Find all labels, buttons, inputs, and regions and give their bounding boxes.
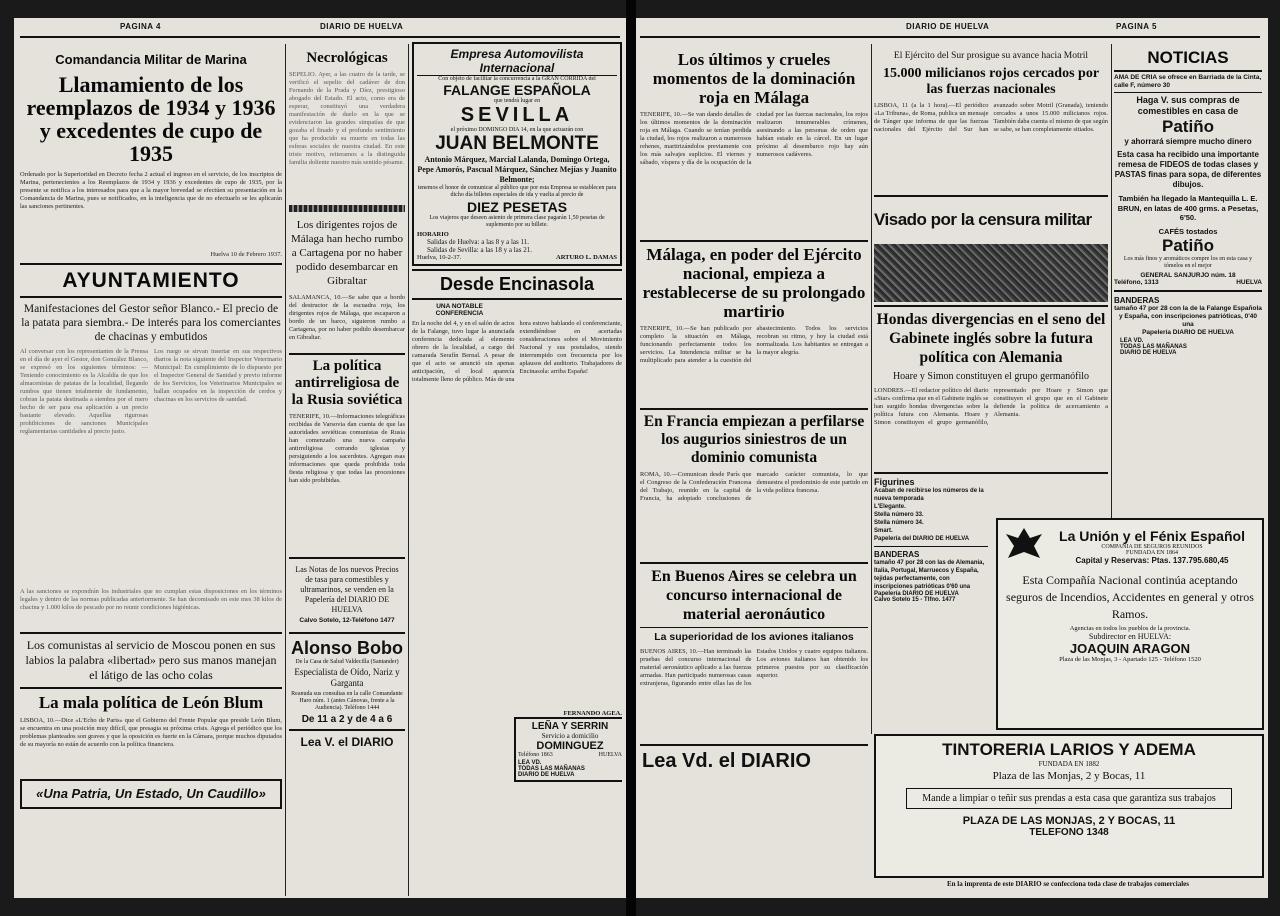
page-number: PAGINA 4 xyxy=(120,22,161,31)
malaga-poder-body: TENERIFE, 10.—Se han publicado por completo la situación en Málaga, funcionando perfectamente todos los servicios. La Intendencia militar se ha multiplicado para atender a la cuestión del abastecimiento. Todos los servicios recobran su ritmo, y hoy la ciudad está normalizada. Los habitantes se entregan a la mayor alegría. xyxy=(640,325,868,364)
divider xyxy=(412,269,622,271)
column-1-2 xyxy=(640,42,868,898)
tintoreria-ad xyxy=(874,734,1264,878)
alonso-spec: Especialista de Oído, Nariz y Garganta xyxy=(294,667,400,688)
union-fenix-agent: JOAQUIN ARAGON xyxy=(1069,641,1191,656)
divider xyxy=(640,408,868,410)
column-3-4 xyxy=(412,42,622,898)
column-2 xyxy=(289,42,405,898)
union-fenix-body: Esta Compañía Nacional continúa aceptando seguros de Incendios, Accidentes en general y otros Ramos. xyxy=(1006,573,1254,621)
divider xyxy=(640,240,868,242)
sur-body: LISBOA, 11 (a la 1 hora).—El periódico «La Tribuna», de Roma, publica un mensaje de Tánger que informa de que las fuerzas nacionales del Ejército del Sur han avanzado sobre Motril (Granada), teniendo cercados a unos 15.000 milicianos rojos. También daba cuenta el mismo de que según se sabe, se han completamente sitiados. xyxy=(874,102,1108,133)
lenia-item: DIARIO DE HUELVA xyxy=(518,772,575,778)
left-page xyxy=(14,18,626,898)
dirigentes-body: SALAMANCA, 10.—Se sabe que a bordo del destructor de la escuadra roja, los dirigentes rojos de Málaga, que escaparon a bordo de un barco, siguieron rumbo a Cartagena, por no haber podido desembarcar en Gibraltar. xyxy=(289,294,405,341)
banderas2-address: Calvo Sotelo 15 - Tlfno. 1477 xyxy=(874,597,956,603)
alonso-ad xyxy=(289,638,405,725)
tintoreria-name: TINTORERIA LARIOS Y ADEMA xyxy=(942,740,1196,759)
empresa-date: el próximo DOMINGO DIA 14, en la que actuarán con xyxy=(450,127,584,133)
noticias-cafes: CAFÉS tostados xyxy=(1158,226,1218,236)
union-fenix-capital: Capital y Reservas: Ptas. 137.795.680,45 xyxy=(1075,555,1229,565)
sur-kicker: El Ejército del Sur prosigue su avance hacia Motril xyxy=(893,51,1089,61)
divider xyxy=(1114,290,1262,292)
union-fenix-name: La Unión y el Fénix Español xyxy=(1059,527,1245,544)
column-rule xyxy=(408,44,409,896)
sur-headline: 15.000 milicianos rojos cercados por las fuerzas nacionales xyxy=(882,66,1100,97)
running-head xyxy=(640,22,1260,38)
necrologicas-body: SEPELIO. Ayer, a las cuatro de la tarde, se verificó el sepelio del cadáver de don Fernando de la Prada y Díez, prestigioso abogado del Estado. El acto, como era de esperar, constituyó una verdadera manifestación de duelo en la que se evidenciaron las grandes simpatías de que gozaba el finado y el profundo sentimiento que ha producido su muerte en todas las esferas sociales de nuestra ciudad. En este triste motivo, reiteramos a la distinguida familia doliente nuestro más sentido pésame. xyxy=(289,71,405,166)
empresa-note: Los viajeros que deseen asiento de primera clase pagarán 1,50 pesetas de suplemento por su billete. xyxy=(429,215,605,228)
ayuntamiento-body-2: Los ruego se sirvan insertar en sus respectivos diarios la nota siguiente del Inspector Veterinario Municipal: En cumplimiento de lo dispuesto por el Inspector General de Sanidad y previo informe de los Servicios, los Veterinarios Municipales se hallan ocupados en la inspección de cerdos y chacinas en los servicios de sanidad. xyxy=(154,348,282,403)
empresa-horario-label: HORARIO xyxy=(417,231,449,238)
empresa-price: DIEZ PESETAS xyxy=(466,199,568,215)
phoenix-emblem-icon xyxy=(1002,524,1046,568)
lenia-title: LEÑA Y SERRIN xyxy=(531,721,609,732)
tintoreria-slogan: Mande a limpiar o teñir sus prendas a esta casa que garantiza sus trabajos xyxy=(906,788,1232,809)
religiosa-body: TENERIFE, 10.—Informaciones telegráficas recibidas de Varsovia dan cuenta de que las autoridades soviéticas comunistas de Rusia han comenzado una nueva campaña antirreligiosa cerrando iglesias y persiguiendo a los sacerdotes. Agregan esas informaciones que queda prohibida toda fiesta religiosa y que todas las procesiones han sido prohibidas. xyxy=(289,413,405,484)
banderas1-item: DIARIO DE HUELVA xyxy=(1120,349,1177,356)
right-page xyxy=(636,18,1268,898)
page-number: PAGINA 5 xyxy=(1116,22,1157,31)
tintoreria-founded: FUNDADA EN 1882 xyxy=(1038,760,1100,768)
empresa-star: JUAN BELMONTE xyxy=(435,133,599,154)
malaga-ultimos-headline: Los últimos y crueles momentos de la dominación roja en Málaga xyxy=(652,50,856,107)
hondas-headline: Hondas divergencias en el seno del Gabinete inglés sobre la futura política con Alemania xyxy=(876,311,1106,366)
comunistas-headline: Los comunistas al servicio de Moscou ponen en sus labios la palabra «libertad» pero sus manos manejan el látigo de las ocho colas xyxy=(25,638,277,682)
lea-diario-right: Lea Vd. el DIARIO xyxy=(642,750,811,772)
figurines-ad xyxy=(874,477,988,603)
empresa-signer: ARTURO L. DAMAS xyxy=(556,254,617,261)
lea-diario-left: Lea V. el DIARIO xyxy=(300,735,394,749)
notas-body: Las Notas de los nuevos Precios de tasa para comestibles y ultramarinos, se venden en la Papelería del DIARIO DE HUELVA xyxy=(295,565,399,614)
hondas-body: LONDRES.—El redactor político del diario «Star» confirma que en el Gabinete inglés se han surgido hondas divergencias sobre la política futura con Alemania. Hoare y Simon constituyen el grupo germanófilo, representado por Hoare y Simon que constituyen el grupo que en el Gabinete defiende la política de acercamiento a Alemania. xyxy=(874,387,1108,426)
ayuntamiento-body-3: A las sanciones se expondrán los industriales que no cumplan estas disposiciones en los términos legales y dentro de las normas publicadas anteriormente. Se han decomisado en este mes 38 kilos de chacina y 1.000 kilos de pescado por no reunir condiciones higiénicas. xyxy=(20,588,282,611)
empresa-dep1: Salidas de Huelva: a las 8 y a las 11. xyxy=(427,238,529,246)
empresa-date-sig: Huelva, 10-2-37. xyxy=(417,254,462,261)
banderas2-body: tamaño 47 por 28 con las de Alemania, Italia, Portugal, Marruecos y España, tejidas perfectamente, con inscripciones patrióticas 0'60 una xyxy=(874,560,985,590)
notas-ad xyxy=(289,563,405,628)
ayuntamiento-body-1: Al conversar con los representantes de la Prensa en el día de ayer el Gestor, don González Blanco, se expresó en los siguientes términos: —Teniendo conocimiento es la Alcaldía de que los almacenistas de patatas de la localidad, llegando rumbos que tienen totalmente de fundamento, cobran la patata destinada a siembra por el mero hecho de ser para esa aplicación a un precio bastante elevado. Aquellas rigurosas prohibiciones de sanciones Municipales reglamentarias cantidades al precio justo. xyxy=(20,348,148,435)
buenos-aires-headline: En Buenos Aires se celebra un concurso internacional de material aeronáutico xyxy=(651,568,857,623)
necrologicas-header: Necrológicas xyxy=(306,50,388,66)
column-rule xyxy=(1111,44,1112,524)
ayuntamiento-header: AYUNTAMIENTO xyxy=(62,269,240,292)
notas-address: Calvo Sotelo, 12-Teléfono 1477 xyxy=(299,617,395,624)
marina-dateline: Huelva 10 de Febrero 1937. xyxy=(210,251,282,258)
alonso-hours: De 11 a 2 y de 4 a 6 xyxy=(301,714,393,725)
leon-blum-body: LISBOA, 10.—Dice «L'Echo de Paris» que el Gobierno del Frente Popular que preside León Blum, se encuentra en una posición muy difícil, que presagia su próxima crisis. Agrega el periódico que los problemas planteados son graves y que la oposición es fuerte en la Cámara, porque muchos diputados de su mayoría no están de acuerdo con la política financiera. xyxy=(20,717,282,748)
divider xyxy=(1114,92,1262,93)
alonso-name: Alonso Bobo xyxy=(291,638,403,658)
figurines-line: L'Elegante. xyxy=(874,504,906,510)
lenia-item: TODAS LAS MAÑANAS xyxy=(518,766,585,772)
empresa-ad xyxy=(412,42,622,266)
banderas1-header: BANDERAS xyxy=(1114,295,1160,305)
buenos-aires-body: BUENOS AIRES, 10.—Han terminado las pruebas del concurso internacional de material aeronáutico aplicado a las fuerzas armadas. Han participado numerosas casas extranjeras, figurando entre ellas las de los Estados Unidos y cuatro equipos italianos. Los aviones italianos han obtenido los primeros puestos por su clasificación superior. xyxy=(640,648,868,687)
banderas2-seller: Papelería DIARIO DE HUELVA xyxy=(874,591,959,597)
noticias-header: NOTICIAS xyxy=(1147,48,1229,67)
lenia-service: Servicio a domicilio xyxy=(541,732,599,740)
empresa-lead: Con objeto de facilitar la concurrencia a la GRAN CORRIDA del xyxy=(438,76,596,82)
running-head xyxy=(20,22,620,38)
divider xyxy=(289,632,405,634)
francia-body: ROMA, 10.—Comunican desde París que el Congreso de la Confederación Francesa del Trabajo, reunido en la capital de Francia, ha adoptado conclusiones de marcado carácter comunista, lo que demuestra el predominio de este partido en la vida política francesa. xyxy=(640,471,868,502)
noticias-ad2: Esta casa ha recibido una importante remesa de FIDEOS de todas clases y PASTAS finas para sopa, de diferentes dibujos. xyxy=(1114,150,1262,189)
slogan: «Una Patria, Un Estado, Un Caudillo» xyxy=(36,786,266,801)
divider xyxy=(412,298,622,300)
paper-name: DIARIO DE HUELVA xyxy=(320,22,404,31)
figurines-line: Stella número 33. xyxy=(874,512,924,518)
noticias-ad3: También ha llegado la Mantequilla L. E. BRUN, en latas de 400 grms. a Pesetas, 6'50. xyxy=(1117,194,1259,222)
banderas1-seller: Papelería DIARIO DE HUELVA xyxy=(1142,328,1234,336)
marina-header: Comandancia Militar de Marina xyxy=(55,52,247,67)
figurines-line: Stella número 34. xyxy=(874,520,924,526)
noticias-cafes-name: Patiño xyxy=(1162,235,1214,255)
divider xyxy=(640,562,868,564)
divider xyxy=(20,296,282,298)
hondas-subhead: Hoare y Simon constituyen el grupo germanófilo xyxy=(892,371,1090,382)
footer-note: En la imprenta de este DIARIO se confecciona toda clase de trabajos comerciales xyxy=(947,880,1189,888)
encinasola-headline: Desde Encinasola xyxy=(439,274,595,294)
noticias-ad1-tag: y ahorrará siempre mucho dinero xyxy=(1124,137,1252,146)
banderas1-item: LEA VD. xyxy=(1120,337,1144,344)
divider xyxy=(289,557,405,559)
lenia-owner: DOMINGUEZ xyxy=(536,740,604,752)
tintoreria-address-line: Plaza de las Monjas, 2 y Bocas, 11 xyxy=(992,770,1146,782)
union-fenix-agencies: Agencias en todos los pueblos de la provincia. xyxy=(1069,625,1191,632)
column-rule xyxy=(285,44,286,896)
encinasola-signer: FERNANDO AGEA. xyxy=(563,710,622,717)
union-fenix-sub: COMPAÑIA DE SEGUROS REUNIDOS xyxy=(1101,543,1203,550)
column-rule xyxy=(871,44,872,734)
empresa-sponsor: FALANGE ESPAÑOLA xyxy=(443,82,591,98)
divider xyxy=(20,687,282,689)
tintoreria-bottom-address: PLAZA DE LAS MONJAS, 2 Y BOCAS, 11 xyxy=(962,815,1176,827)
encinasola-body: En la noche del 4, y en el salón de actos de la Falange, tuvo lugar la anunciada conferencia dedicada al elemento obrero de la localidad, a cargo del camarada Serafín Bernal. A pesar de que el acto se anunció sin apenas anticipación, el local aparecía totalmente lleno de público. Más de una hora estuvo hablando el conferenciante, extendiéndose en acertadas consideraciones sobre el Movimiento Nacional y sus postulados, siendo interrumpido con frecuencia por los aplausos del auditorio. Trabajadores de Encinasola: arriba España! xyxy=(412,320,622,383)
figurines-line: Smart. xyxy=(874,528,893,534)
divider xyxy=(640,744,868,746)
marina-body: Ordenado por la Superioridad en Decreto fecha 2 actual el ingreso en el servicio, de los inscriptos de Marina, pertenecientes a los Reemplazos de 1934 y 1936 y excedentes de cupo de 1935, por la presente se notifica a los interesados para que a la mayor brevedad se efectúen su presentación en la Comandancia de Marina, pues se notificados, en la inteligencia que de no efectuarlo se les aplicarán las sanciones pertinentes. xyxy=(20,171,282,210)
visado-banner: Visado por la censura militar xyxy=(874,210,1092,229)
encinasola-subhead: UNA NOTABLE CONFERENCIA xyxy=(435,303,484,317)
marina-headline: Llamamiento de los reemplazos de 1934 y 1936 y excedentes de cupo de 1935 xyxy=(26,72,276,166)
banderas1-item: TODAS LAS MAÑANAS xyxy=(1120,343,1187,350)
alonso-from: De la Casa de Salud Valdecilla (Santander) xyxy=(295,659,399,665)
dirigentes-headline: Los dirigentes rojos de Málaga han hecho rumbo a Cartagena por no haber podido desembarcar en Gibraltar xyxy=(290,219,404,287)
lenia-item: LEA VD. xyxy=(518,760,542,766)
divider xyxy=(874,195,1108,197)
religiosa-headline: La política antirreligiosa de la Rusia soviética xyxy=(291,358,403,408)
divider xyxy=(640,627,868,628)
union-fenix-founded: FUNDADA EN 1864 xyxy=(1125,549,1178,556)
noticias-cafes-tag: Los más finos y aromáticos compre los en esta casa y tómelos en el mejor xyxy=(1123,255,1253,269)
tintoreria-phone: TELEFONO 1348 xyxy=(1029,827,1109,838)
empresa-dep2: Salidas de Sevilla: a las 18 y a las 21. xyxy=(427,246,532,254)
noticias-phone: Teléfono, 1313 xyxy=(1114,278,1159,286)
divider xyxy=(289,729,405,731)
lenia-phone: Teléfono 1863 xyxy=(518,752,553,758)
banderas1-body: tamaño 47 por 28 con la de la Falange Española y España, con inscripciones patrióticas, 0'40 una xyxy=(1114,304,1262,328)
divider xyxy=(20,263,282,265)
buenos-aires-subhead: La superioridad de los aviones italianos xyxy=(654,631,854,643)
figurines-line: Papelería del DIARIO DE HUELVA xyxy=(874,536,970,542)
banderas2-header: BANDERAS xyxy=(874,550,920,559)
union-fenix-subdirector: Subdirector en HUELVA: xyxy=(1088,632,1172,641)
noticias-address: GENERAL SANJURJO núm. 18 xyxy=(1140,271,1236,279)
divider xyxy=(1114,70,1262,72)
figurines-header: Figurines xyxy=(874,477,915,487)
lenia-ad xyxy=(514,717,622,782)
noticias-city: HUELVA xyxy=(1236,278,1262,286)
column-1 xyxy=(20,42,282,898)
page-gutter xyxy=(626,0,636,916)
union-fenix-agent-address: Plaza de las Monjas, 3 - Apartado 125 - Teléfono 1520 xyxy=(1059,656,1201,663)
censored-block xyxy=(874,244,1108,302)
empresa-header: Empresa Automovilista Internacional xyxy=(417,47,617,76)
column-5 xyxy=(1114,42,1262,522)
leon-blum-headline: La mala política de León Blum xyxy=(38,693,264,712)
empresa-sub: que tendrá lugar en xyxy=(493,98,541,104)
noticias-ad1: Haga V. sus compras de comestibles en casa de xyxy=(1136,95,1240,116)
divider xyxy=(874,472,1108,474)
divider xyxy=(289,353,405,355)
figurines-line: Acaban de recibirse los números de la nueva temporada xyxy=(874,488,984,502)
noticias-item1: AMA DE CRIA se ofrece en Barriada de la Cinta, calle F, número 30 xyxy=(1114,74,1262,89)
ayuntamiento-subhead: Manifestaciones del Gestor señor Blanco.- El precio de la patata para siembra.- De interés para los comerciantes de chacinas y embutidos xyxy=(21,303,281,343)
noticias-ad1-name: Patiño xyxy=(1162,117,1214,136)
paper-name: DIARIO DE HUELVA xyxy=(906,22,990,31)
divider xyxy=(20,632,282,634)
union-fenix-ad xyxy=(996,518,1264,730)
francia-headline: En Francia empiezan a perfilarse los augurios siniestros de un dominio comunista xyxy=(643,413,865,466)
ornament-rule xyxy=(289,205,405,212)
alonso-consulta: Reanuda sus consultas en la calle Comandante Haro núm. 1 (antes Cánovas, frente a la Audiencia). Teléfono 1444 xyxy=(291,691,403,711)
lenia-city: HUELVA xyxy=(598,752,622,758)
slogan-box xyxy=(20,779,282,809)
empresa-cast: Antonio Márquez, Marcial Lalanda, Domingo Ortega, Pepe Amorós, Pascual Márquez, Sánchez Mejías y Juanito Belmonte; xyxy=(417,155,617,184)
divider xyxy=(874,305,1108,307)
empresa-city: SEVILLA xyxy=(460,104,574,126)
malaga-poder-headline: Málaga, en poder del Ejército nacional, empieza a restablecerse de su prolongado martirio xyxy=(642,245,866,321)
empresa-offer: tenemos el honor de comunicar al público que por esta Empresa se establecen para dicho día billetes especiales de ida y vuelta al precio de xyxy=(417,185,617,198)
malaga-ultimos-body: TENERIFE, 10.—Se van dando detalles de los últimos momentos de la dominación roja en Málaga. Cuando se tenían perdida la ciudad, los rojos realizaron a numerosos rehenes, martirizándolos previamente con los más salvajes suplicios. El viernes y sábado, víspera y día de la ocupación de la ciudad por las fuerzas nacionales, los rojos realizaron innumerables crímenes, asesinando a las personas de orden que habían estado en la cárcel. En un lugar próximo al desembarco rojo hay aún numerosos cadáveres. xyxy=(640,111,868,166)
divider xyxy=(874,546,988,547)
